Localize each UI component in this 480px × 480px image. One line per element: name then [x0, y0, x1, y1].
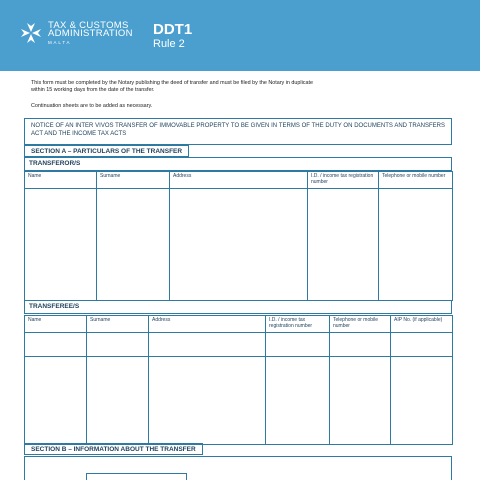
- logo-line-2: ADMINISTRATION: [48, 28, 133, 39]
- transferor-table: [24, 171, 453, 301]
- logo-line-1: TAX & CUSTOMS: [48, 20, 129, 31]
- section-b-label: SECTION B – INFORMATION ABOUT THE TRANSFER: [24, 443, 203, 455]
- transferee-name-field[interactable]: [25, 357, 87, 445]
- transferee-telephone-field[interactable]: [330, 333, 391, 357]
- instructions-line-2: within 15 working days from the date of the transfer.: [31, 87, 155, 93]
- form-header: [0, 0, 480, 71]
- section-a-label: SECTION A – PARTICULARS OF THE TRANSFER: [24, 145, 189, 157]
- logo-line-3: MALTA: [48, 40, 72, 45]
- transferee-heading: TRANSFEREE/S: [24, 300, 452, 314]
- instructions-line-1: This form must be completed by the Notary publishing the deed of transfer and must be filed by the Notary in duplicate: [31, 80, 313, 86]
- form-rule: Rule 2: [153, 38, 185, 50]
- col-telephone: Telephone or mobile number: [379, 172, 453, 189]
- transferor-heading: TRANSFEROR/S: [24, 157, 452, 171]
- continuation-note: Continuation sheets are to be added as necessary.: [31, 103, 153, 109]
- transferee-table: [24, 315, 453, 445]
- notice-box: NOTICE OF AN INTER VIVOS TRANSFER OF IMMOVABLE PROPERTY TO BE GIVEN IN TERMS OF THE DUTY ON DOCUMENTS AND TRANSFERS ACT AND THE INCOME TAX ACTS: [24, 118, 452, 145]
- transferor-surname-field[interactable]: [97, 189, 170, 301]
- col-address: Address: [170, 172, 308, 189]
- section-b-input-field[interactable]: [86, 473, 187, 480]
- malta-cross-logo-icon: [19, 21, 43, 45]
- col-surname: Surname: [87, 316, 149, 333]
- logo-wordmark: [48, 22, 133, 46]
- col-surname: Surname: [97, 172, 170, 189]
- transferee-id-field[interactable]: [266, 333, 330, 357]
- instructions-text: [31, 80, 461, 94]
- form-code: DDT1: [153, 21, 193, 38]
- col-name: Name: [25, 172, 97, 189]
- transferor-name-field[interactable]: [25, 189, 97, 301]
- transferee-address-field[interactable]: [149, 357, 266, 445]
- transferor-telephone-field[interactable]: [379, 189, 453, 301]
- transferee-aip-field[interactable]: [391, 357, 453, 445]
- transferee-id-field[interactable]: [266, 357, 330, 445]
- transferee-name-field[interactable]: [25, 333, 87, 357]
- transferee-surname-field[interactable]: [87, 357, 149, 445]
- transferee-surname-field[interactable]: [87, 333, 149, 357]
- transferor-id-field[interactable]: [308, 189, 379, 301]
- transferor-address-field[interactable]: [170, 189, 308, 301]
- col-id-number: I.D. / income tax registration number: [308, 172, 379, 189]
- transferee-address-field[interactable]: [149, 333, 266, 357]
- col-telephone: Telephone or mobile number: [330, 316, 391, 333]
- col-id-number: I.D. / income tax registration number: [266, 316, 330, 333]
- transferee-telephone-field[interactable]: [330, 357, 391, 445]
- transferee-aip-field[interactable]: [391, 333, 453, 357]
- col-address: Address: [149, 316, 266, 333]
- col-name: Name: [25, 316, 87, 333]
- col-aip-number: AIP No. (if applicable): [391, 316, 453, 333]
